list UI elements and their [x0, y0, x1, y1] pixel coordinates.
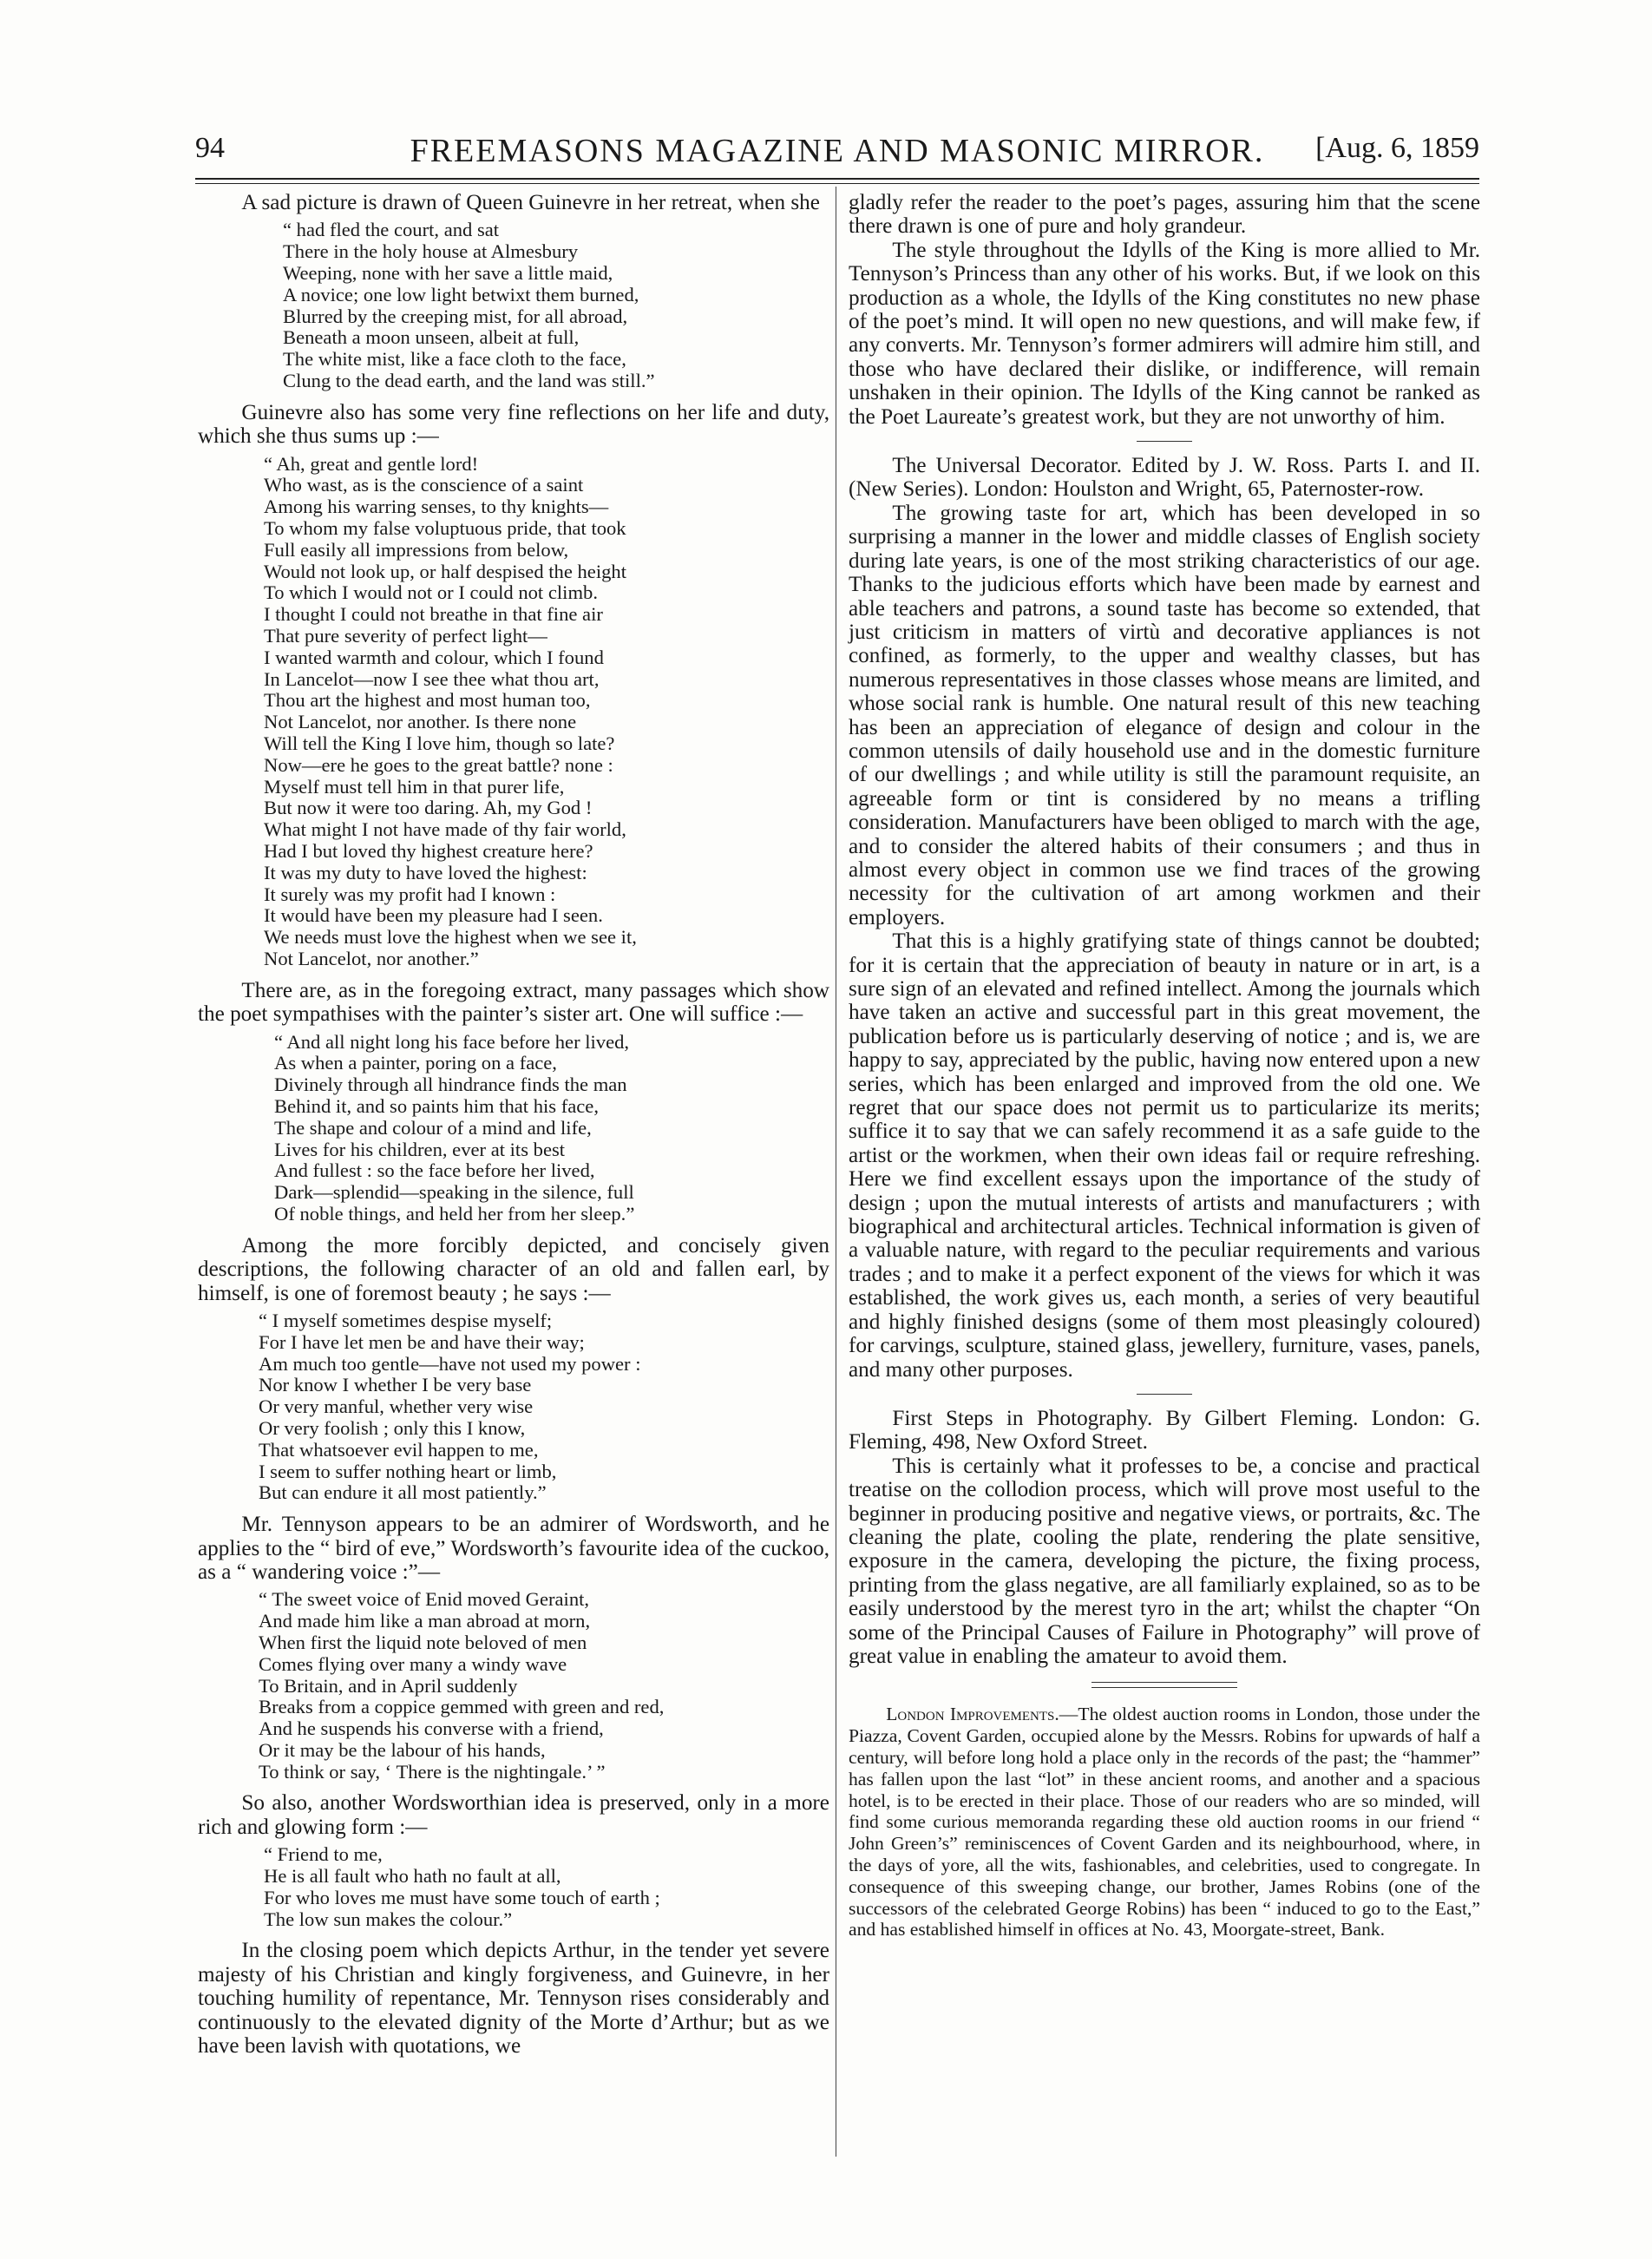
verse-old-earl — [198, 1310, 829, 1504]
verse-line: But now it were too daring. Ah, my God ! — [264, 797, 593, 819]
verse-line: Myself must tell him in that purer life, — [264, 775, 565, 798]
verse-line: For who loves me must have some touch of earth ; — [264, 1886, 660, 1908]
london-improvements-heading: London Improvements. — [886, 1704, 1059, 1725]
verse-line: The low sun makes the colour.” — [264, 1908, 513, 1930]
verse-line: The white mist, like a face cloth to the face, — [283, 348, 626, 371]
verse-line: To which I would not or I could not climb. — [264, 581, 598, 604]
verse-line: Behind it, and so paints him that his face, — [274, 1094, 599, 1117]
verse-line: Divinely through all hindrance finds the man — [274, 1074, 627, 1096]
section-divider — [1137, 441, 1192, 442]
header-rule — [195, 178, 1479, 180]
verse-line: Am much too gentle—have not used my power : — [259, 1352, 641, 1375]
verse-line: Weeping, none with her save a little maid, — [283, 262, 613, 284]
verse-line: Would not look up, or half despised the height — [264, 560, 626, 582]
paragraph-painters-art: There are, as in the foregoing extract, many passages which show the poet sympathises with the painter’s sister art. One will suffice :— — [198, 978, 829, 1027]
verse-line: Blurred by the creeping mist, for all abroad, — [283, 305, 628, 327]
london-improvements-body: —The oldest auction rooms in London, those under the Piazza, Covent Garden, occupied alone by the Messrs. Robins for upwards of half a century, will before long hold a place only in the records of the past; the “hammer” has fallen upon the last “lot” in these ancient rooms, and another and a spacious hotel, is to be erected in their place. Those of our readers who are so minded, will find some curious memoranda regarding these old auction rooms in our friend “ John Green’s” reminiscences of Covent Garden and its neighbourhood, where, in the days of yore, all the wits, fashionables, and celebrities, used to congregate. In consequence of this sweeping change, our brother, James Robins (one of the successors of the celebrated George Robins) has been “ induced to go to the East,” and has established himself in offices at No. 43, Moorgate-street, Bank. — [849, 1704, 1480, 1941]
paragraph-closing-poem: In the closing poem which depicts Arthur, in the tender yet severe majesty of his Christian and kingly forgiveness, and Guinevre, in her touching humility of repentance, Mr. Tennyson rises considerably and continuously to the elevated dignity of the Morte d’Arthur; but as we have been lavish with quotations, we — [198, 1939, 829, 2059]
verse-line: Clung to the dead earth, and the land was still.” — [283, 369, 655, 391]
verse-line: “ I myself sometimes despise myself; — [259, 1309, 553, 1331]
verse-line: I seem to suffer nothing heart or limb, — [259, 1460, 557, 1482]
paragraph-fallen-earl: Among the more forcibly depicted, and concisely given descriptions, the following character of an old and fallen earl, by himself, is one of foremost beauty ; he says :— — [198, 1233, 829, 1305]
left-column — [198, 191, 829, 2059]
verse-line: Among his warring senses, to thy knights— — [264, 496, 609, 518]
verse-line: That whatsoever evil happen to me, — [259, 1438, 539, 1461]
verse-line: Beneath a moon unseen, albeit at full, — [283, 326, 580, 349]
page-header — [195, 132, 1479, 181]
verse-line: Will tell the King I love him, though so late? — [264, 732, 615, 754]
verse-line: We needs must love the highest when we see it, — [264, 926, 637, 949]
verse-line: Had I but loved thy highest creature here? — [264, 839, 593, 862]
verse-line: In Lancelot—now I see thee what thou art, — [264, 667, 600, 690]
verse-line: The shape and colour of a mind and life, — [274, 1116, 592, 1139]
verse-line: Not Lancelot, nor another. Is there none — [264, 711, 577, 733]
verse-great-and-gentle-lord — [198, 454, 829, 970]
verse-line: “ And all night long his face before her lived, — [274, 1030, 630, 1053]
verse-line: Lives for his children, ever at its best — [274, 1138, 566, 1160]
paragraph-guinevre-retreat: A sad picture is drawn of Queen Guinevre in her retreat, when she — [241, 191, 820, 214]
verse-almesbury — [198, 220, 829, 391]
paragraph-wordsworthian-idea: So also, another Wordsworthian idea is preserved, only in a more rich and glowing form :— — [198, 1791, 829, 1839]
verse-enid-voice — [198, 1589, 829, 1783]
verse-line: When first the liquid note beloved of men — [259, 1631, 587, 1653]
verse-line: Thou art the highest and most human too, — [264, 689, 591, 712]
verse-line: “ The sweet voice of Enid moved Geraint, — [259, 1588, 590, 1611]
paragraph-gratifying-state: That this is a highly gratifying state of things cannot be doubted; for it is certain that the appreciation of beauty in nature or in art, is a sure sign of an elevated and refined intellect. Among the journals which have taken an active and successful part in this great movement, the publication before us is particularly deserving of notice ; and is, we are happy to say, appreciated by the public, having now entered upon a new series, which has been enlarged and improved from the old one. We regret that our space does not permit us to particularize its merits; suffice it to say that we can safely recommend it as a safe guide to the artist or the workmen, when their own ideas fail or require refreshing. Here we find excellent essays upon the importance of the study of design ; upon the mutual interests of artists and manufacturers ; with biographical and architectural articles. Technical information is given of a valuable nature, with regard to the peculiar requirements and various trades ; and to make it a perfect exponent of the views for which it was established, the work gives us, each month, a series of very beautiful and highly finished designs (some of them most pleasingly coloured) for carvings, sculpture, stained glass, jewellery, furniture, vases, panels, and many other purposes. — [849, 929, 1480, 1382]
verse-line: And fullest : so the face before her lived, — [274, 1159, 595, 1182]
verse-line: Or very foolish ; only this I know, — [259, 1416, 526, 1439]
page-number: 94 — [195, 132, 225, 164]
paragraph-wordsworth: Mr. Tennyson appears to be an admirer of Wordsworth, and he applies to the “ bird of eve,” Wordsworth’s favourite idea of the cuckoo, as a “ wandering voice :”— — [198, 1513, 829, 1584]
verse-line: Or very manful, whether very wise — [259, 1395, 534, 1418]
verse-line: It was my duty to have loved the highest: — [264, 861, 587, 883]
verse-line: Who wast, as is the conscience of a saint — [264, 474, 584, 496]
verse-painter — [198, 1032, 829, 1225]
verse-line: To Britain, and in April suddenly — [259, 1674, 518, 1697]
verse-line: A novice; one low light betwixt them burned, — [283, 283, 639, 305]
verse-line: “ had fled the court, and sat — [283, 219, 500, 241]
verse-line: I thought I could not breathe in that fine air — [264, 603, 603, 626]
paragraph-photography: This is certainly what it professes to be, a concise and practical treatise on the collodion process, which will prove most useful to the beginner in producing positive and negative views, or portraits, &c. The cleaning the plate, cooling the plate, rendering the plate sensitive, exposure in the camera, developing the picture, the fixing process, printing from the glass negative, are all familiarly explained, so as to be easily understood by the merest tyro in the art; whilst the chapter “On some of the Principal Causes of Failure in Photography” will prove of great value in enabling the amateur to avoid them. — [849, 1454, 1480, 1668]
verse-line: That pure severity of perfect light— — [264, 624, 547, 647]
masthead-title: FREEMASONS MAGAZINE AND MASONIC MIRROR. — [410, 133, 1265, 169]
review-heading-photography: First Steps in Photography. By Gilbert Fleming. London: G. Fleming, 498, New Oxford Street. — [849, 1406, 1480, 1455]
verse-line: To whom my false voluptuous pride, that took — [264, 516, 626, 539]
verse-line: Not Lancelot, nor another.” — [264, 947, 479, 969]
verse-line: Of noble things, and held her from her sleep.” — [274, 1202, 635, 1225]
verse-line: To think or say, ‘ There is the nightingale.’ ” — [259, 1760, 606, 1783]
verse-line: And he suspends his converse with a friend, — [259, 1717, 604, 1740]
paragraph-style: The style throughout the Idylls of the King is more allied to Mr. Tennyson’s Princess than any other of his works. But, if we look on this production as a whole, the Idylls of the King constitutes no new phase of the poet’s mind. It will open no new questions, and will make few, if any converts. Mr. Tennyson’s former admirers will admire him still, and those who have declared their dislike, or indifference, will remain unshaken in their opinion. The Idylls of the King cannot be ranked as the Poet Laureate’s greatest work, but they are not unworthy of him. — [849, 238, 1480, 429]
verse-line: Breaks from a coppice gemmed with green and red, — [259, 1696, 665, 1718]
verse-line: “ Friend to me, — [264, 1843, 383, 1866]
verse-line: And made him like a man abroad at morn, — [259, 1610, 591, 1632]
verse-line: It surely was my profit had I known : — [264, 883, 556, 905]
verse-line: Dark—splendid—speaking in the silence, full — [274, 1181, 634, 1204]
verse-line: For I have let men be and have their way; — [259, 1330, 585, 1353]
verse-friend-to-me — [198, 1844, 829, 1930]
right-column — [849, 191, 1480, 1941]
verse-line: Comes flying over many a windy wave — [259, 1652, 567, 1675]
issue-date: [Aug. 6, 1859 — [1315, 132, 1479, 164]
header-rule-thin — [195, 183, 1479, 184]
double-divider — [1092, 1682, 1237, 1688]
verse-line: Full easily all impressions from below, — [264, 538, 569, 561]
paragraph-growing-taste: The growing taste for art, which has been developed in so surprising a manner in the lower and middle classes of English society during late years, is one of the most striking characteristics of our age. Thanks to the judicious efforts which have been made by earnest and able teachers and patrons, a sound taste has become so extended, that just criticism in matters of virtù and decorative appliances is not confined, as formerly, to the upper and wealthy classes, but has numerous representatives in those classes whose means are limited, and whose social rank is humble. One natural result of this new teaching has been an appreciation of elegance of design and colour in the common utensils of daily household use and in the domestic furniture of our dwellings ; and while utility is still the paramount requisite, an agreeable form or tint is considered by no means a trifling consideration. Manufacturers have been obliged to march with the age, and to consider the altered habits of their consumers ; and thus in almost every object in common use we find traces of the growing necessity for the cultivation of art among workmen and their employers. — [849, 501, 1480, 929]
verse-line: “ Ah, great and gentle lord! — [264, 452, 479, 475]
verse-line: But can endure it all most patiently.” — [259, 1481, 547, 1504]
section-divider — [1137, 1394, 1192, 1395]
verse-line: There in the holy house at Almesbury — [283, 240, 579, 263]
review-heading-universal-decorator: The Universal Decorator. Edited by J. W. Ross. Parts I. and II. (New Series). London: Houlston and Wright, 65, Paternoster-row. — [849, 454, 1480, 502]
verse-line: It would have been my pleasure had I seen. — [264, 904, 603, 927]
paragraph-london-improvements — [849, 1704, 1480, 1941]
verse-line: Nor know I whether I be very base — [259, 1374, 532, 1396]
paragraph-continuation: gladly refer the reader to the poet’s pages, assuring him that the scene there drawn is one of pure and holy grandeur. — [849, 191, 1480, 239]
verse-line: As when a painter, poring on a face, — [274, 1052, 557, 1074]
verse-line: He is all fault who hath no fault at all, — [264, 1865, 561, 1888]
verse-line: Now—ere he goes to the great battle? none : — [264, 753, 613, 776]
verse-line: Or it may be the labour of his hands, — [259, 1738, 546, 1761]
paragraph-guinevre-reflections: Guinevre also has some very fine reflections on her life and duty, which she thus sums up :— — [198, 400, 829, 449]
verse-line: What might I not have made of thy fair world, — [264, 818, 626, 841]
verse-line: I wanted warmth and colour, which I found — [264, 646, 604, 668]
